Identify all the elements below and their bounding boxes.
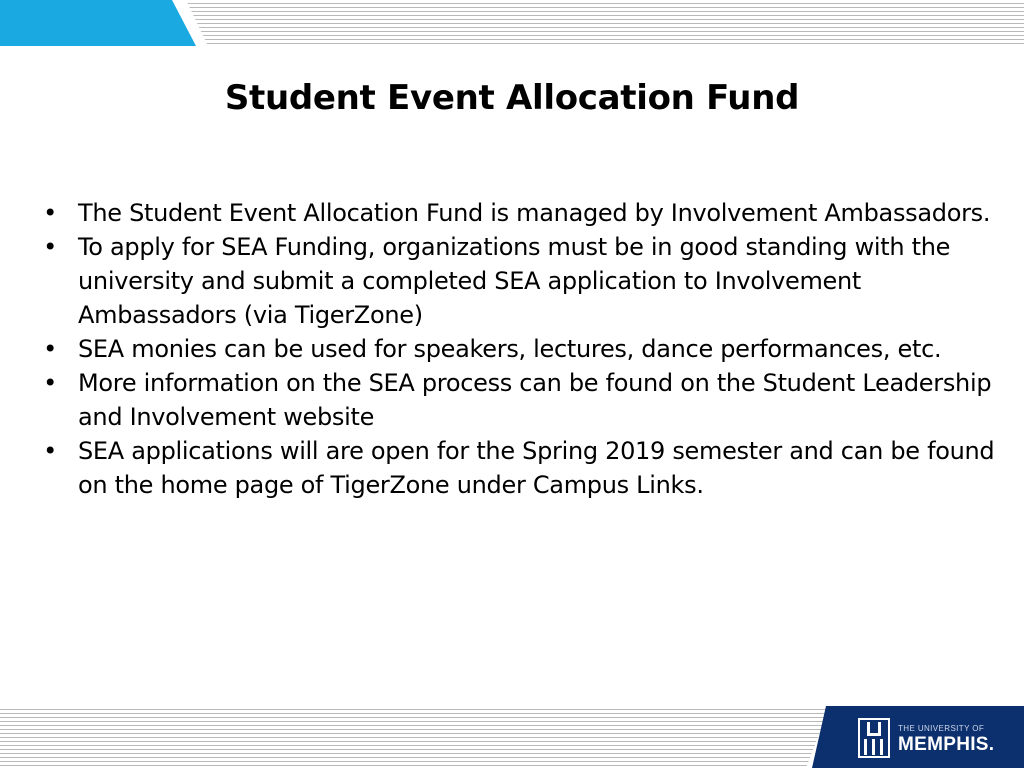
- slide-title: Student Event Allocation Fund: [224, 78, 800, 118]
- bullet-dot: •: [43, 233, 57, 261]
- logo-text-university-of: THE UNIVERSITY OF: [898, 724, 985, 733]
- bullet-item: [40, 230, 1005, 332]
- bullet-item: [40, 196, 1005, 230]
- bullet-list: [40, 196, 1005, 502]
- bullet-text: SEA monies can be used for speakers, lectures, dance performances, etc.: [78, 335, 942, 363]
- bullet-text: More information on the SEA process can be found on the Student Leadership and Involvement website: [78, 369, 992, 431]
- bullet-dot: •: [43, 437, 57, 465]
- bullet-dot: •: [43, 369, 57, 397]
- um-logo-icon: [858, 718, 890, 758]
- bullet-item: [40, 434, 1005, 502]
- bottom-stripe-decoration: [0, 706, 830, 768]
- bullet-text: SEA applications will are open for the Spring 2019 semester and can be found on the home page of TigerZone under Campus Links.: [78, 437, 995, 499]
- bullet-item: [40, 366, 1005, 434]
- top-accent-bar: [0, 0, 196, 46]
- logo-text-memphis: MEMPHIS.: [898, 734, 995, 755]
- bullet-dot: •: [43, 199, 57, 227]
- university-logo: [858, 714, 1014, 764]
- bullet-item: [40, 332, 1005, 366]
- bullet-text: The Student Event Allocation Fund is managed by Involvement Ambassadors.: [78, 199, 991, 227]
- bullet-text: To apply for SEA Funding, organizations must be in good standing with the university and submit a completed SEA application to Involvement Ambassadors (via TigerZone): [78, 233, 951, 329]
- bullet-dot: •: [43, 335, 57, 363]
- top-stripe-decoration: [186, 0, 1024, 46]
